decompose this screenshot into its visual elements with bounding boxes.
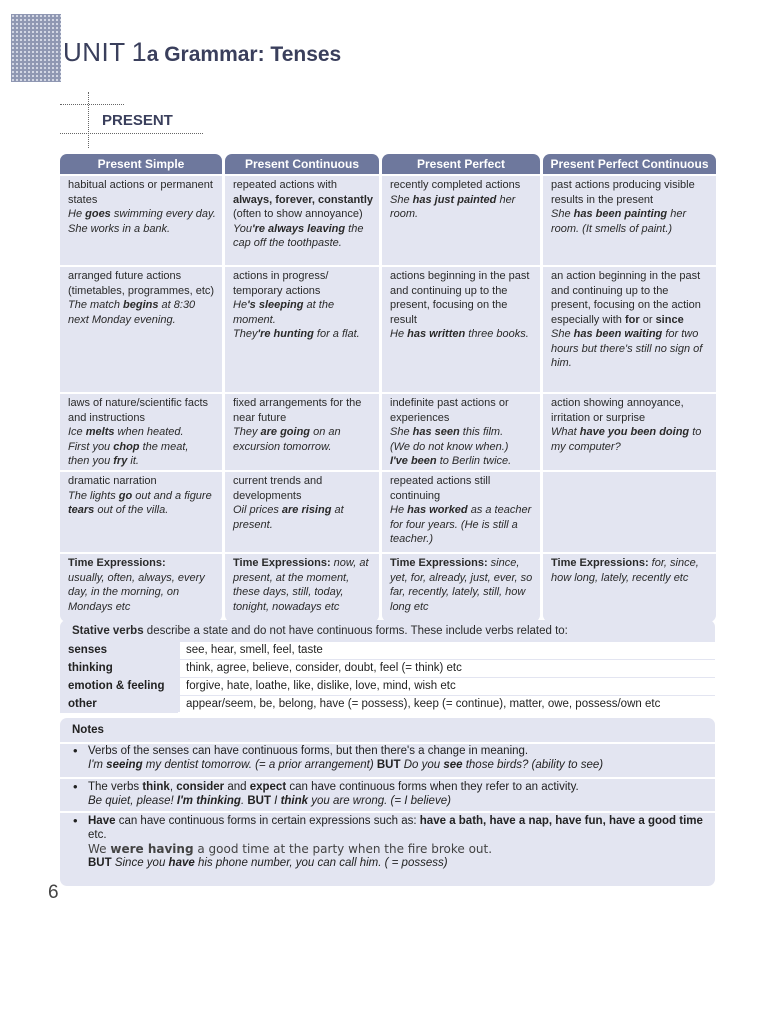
- table-cell-empty: [543, 472, 716, 552]
- table-cell: [225, 176, 379, 265]
- stative-words: think, agree, believe, consider, doubt, feel (= think) etc: [180, 660, 717, 677]
- stative-verbs-table: [60, 642, 715, 713]
- table-cell: [225, 394, 379, 470]
- example: She has been painting her room. (It smells of paint.): [551, 208, 687, 235]
- stative-words: forgive, hate, loathe, like, dislike, love, mind, wish etc: [180, 678, 717, 695]
- table-cell: [543, 267, 716, 392]
- usage-text: actions beginning in the past and continuing up to the present, focusing on the result: [390, 270, 530, 326]
- page-number: 6: [48, 882, 59, 903]
- usage-text: past actions producing visible results in the present: [551, 179, 695, 206]
- example: The match begins at 8:30 next Monday evening.: [68, 299, 196, 326]
- time-expressions-label: Time Expressions:: [233, 557, 331, 569]
- table-cell: [225, 267, 379, 392]
- usage-text: action showing annoyance, irritation or surprise: [551, 397, 684, 424]
- example: They're hunting for a flat.: [233, 328, 360, 340]
- page-title: [63, 37, 341, 68]
- table-cell: [60, 472, 222, 552]
- usage-text: fixed arrangements for the near future: [233, 397, 362, 424]
- stative-category: emotion & feeling: [60, 678, 178, 695]
- table-cell: [543, 394, 716, 470]
- time-expressions-label: Time Expressions:: [390, 557, 488, 569]
- time-expressions-text: usually, often, always, every day, in the morning, on Mondays etc: [68, 571, 205, 613]
- time-expressions: [543, 554, 716, 622]
- example: What have you been doing to my computer?: [551, 426, 702, 453]
- divider: [60, 811, 715, 813]
- usage-text: current trends and developments: [233, 475, 323, 502]
- notes-heading: Notes: [72, 724, 104, 736]
- time-expressions: [60, 554, 222, 622]
- header-present-perfect-continuous: Present Perfect Continuous: [543, 154, 716, 174]
- table-cell: [382, 176, 540, 265]
- usage-text: arranged future actions (timetables, programmes, etc): [68, 270, 215, 297]
- header-present-perfect: Present Perfect: [382, 154, 540, 174]
- stative-words: see, hear, smell, feel, taste: [180, 642, 717, 659]
- usage-text: habitual actions or permanent states: [68, 179, 213, 206]
- time-expressions-text: for, since, how long, lately, recently etc: [551, 557, 699, 584]
- time-expressions: [382, 554, 540, 622]
- usage-text: indefinite past actions or experiences: [390, 397, 509, 424]
- time-expressions: [225, 554, 379, 622]
- example: He goes swimming every day.: [68, 208, 216, 220]
- example: She works in a bank.: [68, 222, 171, 235]
- table-cell: [382, 394, 540, 470]
- notes-box: [60, 718, 715, 886]
- unit-number: 1: [131, 37, 147, 67]
- unit-label: UNIT: [63, 37, 126, 67]
- time-expressions-label: Time Expressions:: [551, 557, 649, 569]
- table-cell: [543, 176, 716, 265]
- example: She has seen this film.: [390, 426, 504, 438]
- example: then you fry it.: [68, 455, 139, 467]
- table-cell: [60, 176, 222, 265]
- example: She has just painted her room.: [390, 193, 516, 220]
- usage-text: dramatic narration: [68, 475, 157, 487]
- time-expressions-label: Time Expressions:: [68, 557, 166, 569]
- unit-subtitle: a Grammar: Tenses: [146, 43, 342, 66]
- example: The lights go out and a figure tears out of the villa.: [68, 489, 212, 516]
- example: He has written three books.: [390, 328, 529, 340]
- example: She has been waiting for two hours but there's still no sign of him.: [551, 328, 703, 369]
- section-heading: PRESENT: [102, 112, 173, 129]
- dotted-rule: [60, 104, 124, 105]
- header-present-simple: Present Simple: [60, 154, 222, 174]
- usage-text: an action beginning in the past and continuing up to the present, focusing on the action especially with for or since: [551, 270, 701, 326]
- example: First you chop the meat,: [68, 440, 189, 453]
- divider: [60, 777, 715, 779]
- table-cell: [60, 267, 222, 392]
- stative-category: senses: [60, 642, 178, 659]
- example: I've been to Berlin twice.: [390, 455, 512, 467]
- example: He's sleeping at the moment.: [233, 299, 335, 326]
- table-cell: [382, 472, 540, 552]
- stative-category: thinking: [60, 660, 178, 677]
- time-expressions-text: since, yet, for, already, just, ever, so far, recently, lately, still, how long etc: [390, 557, 533, 613]
- table-cell: [382, 267, 540, 392]
- stative-category: other: [60, 696, 178, 713]
- dotted-rule: [60, 133, 203, 134]
- example: Oil prices are rising at present.: [233, 504, 344, 531]
- usage-text: recently completed actions: [390, 179, 521, 191]
- corner-dot-pattern: [11, 14, 61, 82]
- note-item: • Have can have continuous forms in certain expressions such as: have a bath, have a nap, have fun, have a good time etc. We were having a good time at the party when the fire broke out. BUT Since you have his phone number, you can call him. ( = possess): [60, 814, 715, 870]
- handwritten-example: We were having a good time at the party when the fire broke out.: [88, 842, 493, 856]
- usage-text: repeated actions with always, forever, constantly (often to show annoyance): [233, 179, 374, 220]
- stative-words: appear/seem, be, belong, have (= possess), keep (= continue), matter, owe, possess/own etc: [180, 696, 717, 713]
- time-expressions-text: now, at present, at the moment, these days, still, today, tonight, nowadays etc: [233, 557, 369, 613]
- usage-text: laws of nature/scientific facts and instructions: [68, 397, 209, 424]
- tenses-table: [60, 154, 715, 612]
- header-present-continuous: Present Continuous: [225, 154, 379, 174]
- note-item: • The verbs think, consider and expect can have continuous forms when they refer to an activity. Be quiet, please! I'm thinking. BUT I think you are wrong. (= I believe): [60, 780, 715, 808]
- stative-intro: Stative verbs describe a state and do not have continuous forms. These include verbs related to:: [72, 625, 568, 637]
- example: Ice melts when heated.: [68, 426, 184, 438]
- example: He has worked as a teacher for four years. (He is still a teacher.): [390, 504, 532, 545]
- stative-verbs-box: [60, 620, 715, 712]
- example: (We do not know when.): [390, 440, 509, 453]
- example: They are going on an excursion tomorrow.: [233, 426, 341, 453]
- usage-text: actions in progress/ temporary actions: [233, 270, 329, 297]
- table-cell: [60, 394, 222, 470]
- dotted-rule: [88, 92, 89, 148]
- example: You're always leaving the cap off the toothpaste.: [233, 222, 364, 249]
- table-cell: [225, 472, 379, 552]
- usage-text: repeated actions still continuing: [390, 475, 491, 502]
- note-item: • Verbs of the senses can have continuous forms, but then there's a change in meaning. I'm seeing my dentist tomorrow. (= a prior arrangement) BUT Do you see those birds? (ability to see): [60, 744, 715, 772]
